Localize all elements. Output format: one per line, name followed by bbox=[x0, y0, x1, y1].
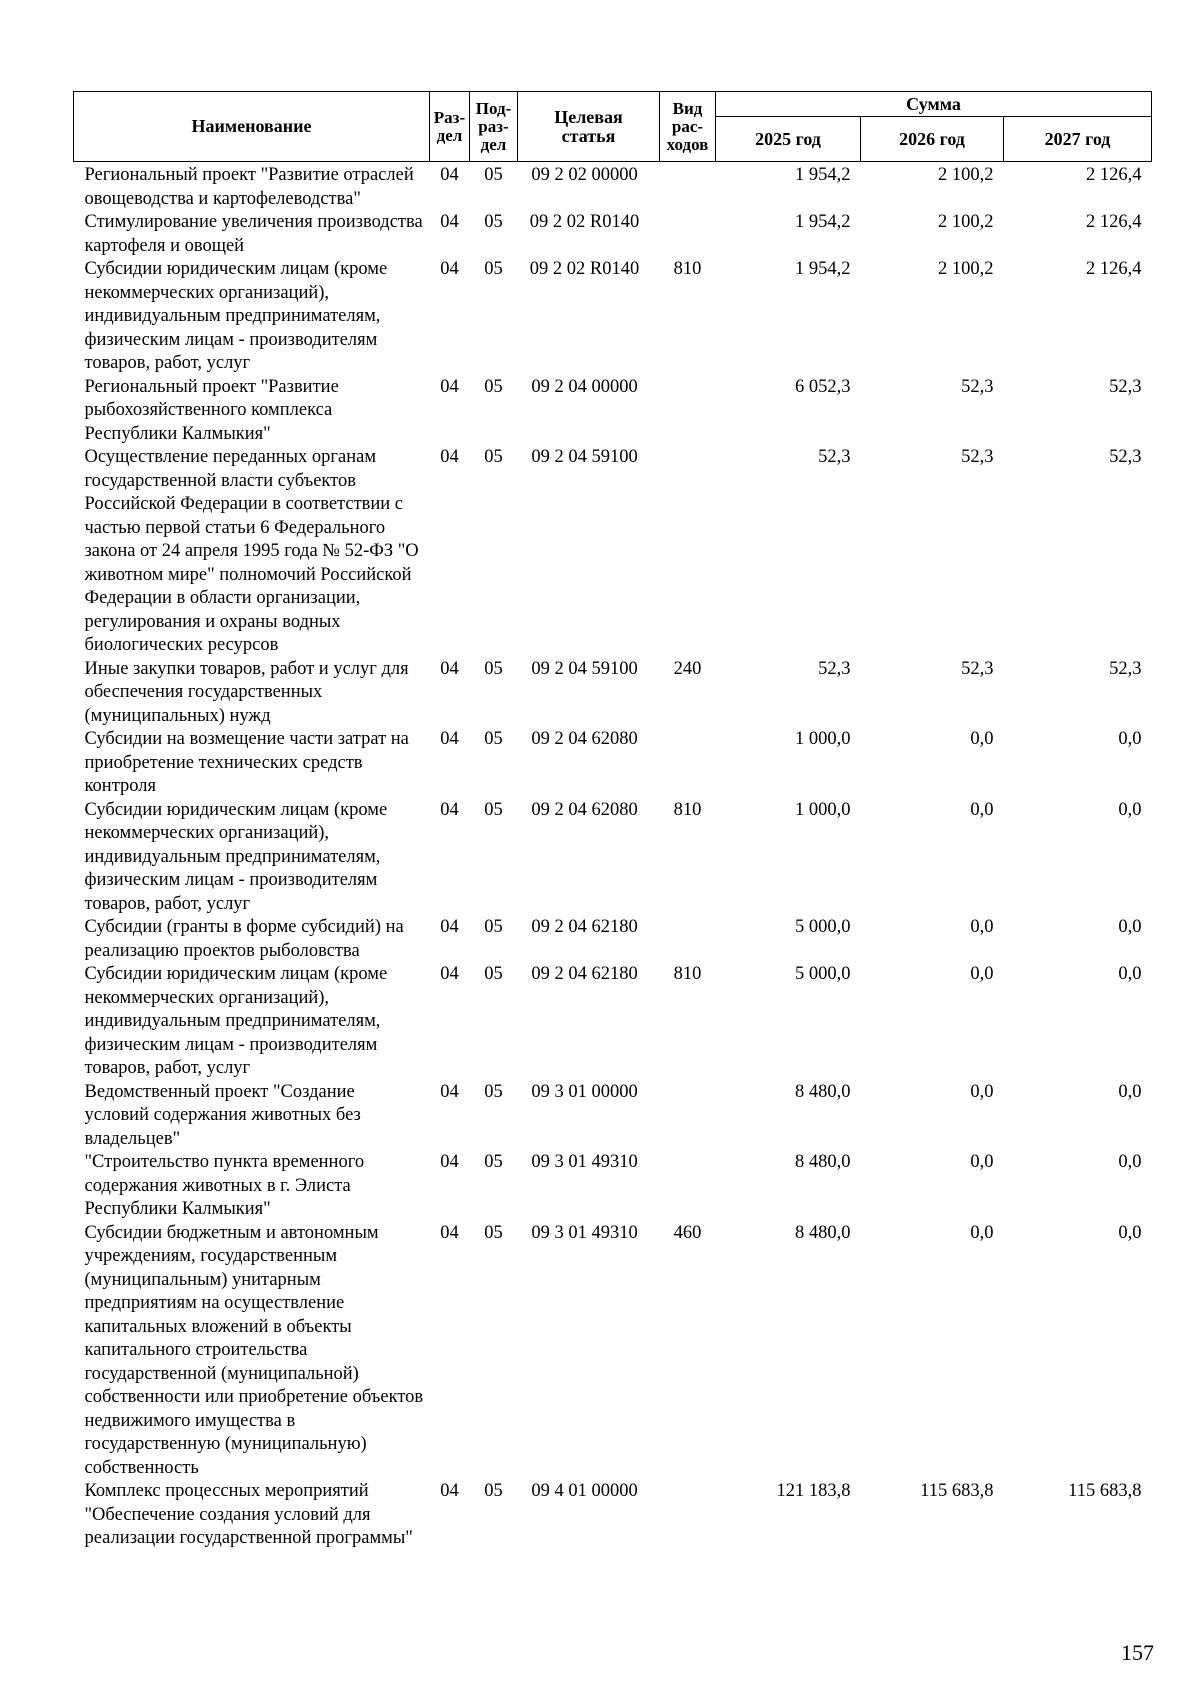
row-razdel: 04 bbox=[440, 658, 459, 679]
row-expense-type bbox=[660, 211, 716, 258]
row-razdel: 04 bbox=[440, 1222, 459, 1243]
header-name: Наименование bbox=[74, 92, 430, 162]
row-amount-2026: 0,0 bbox=[970, 1152, 994, 1172]
row-target-article: 09 2 02 R0140 bbox=[529, 212, 640, 232]
row-podrazdel: 05 bbox=[484, 376, 503, 397]
row-podrazdel: 05 bbox=[484, 165, 503, 185]
row-podrazdel: 05 bbox=[484, 447, 503, 467]
row-amount-2027: 0,0 bbox=[1118, 1081, 1142, 1102]
row-razdel: 04 bbox=[440, 212, 459, 232]
row-podrazdel: 05 bbox=[484, 964, 503, 984]
row-target-article: 09 2 04 00000 bbox=[531, 376, 638, 397]
row-expense-type bbox=[660, 728, 716, 799]
row-target-article: 09 4 01 00000 bbox=[531, 1481, 638, 1501]
row-razdel: 04 bbox=[440, 964, 459, 984]
row-razdel: 04 bbox=[440, 729, 459, 749]
row-razdel: 04 bbox=[440, 259, 459, 279]
row-amount-2027: 0,0 bbox=[1118, 1222, 1142, 1243]
header-year-2025: 2025 год bbox=[716, 117, 861, 162]
row-target-article: 09 2 04 59100 bbox=[531, 447, 638, 467]
row-amount-2027: 2 126,4 bbox=[1086, 165, 1142, 185]
row-amount-2025: 1 000,0 bbox=[795, 729, 851, 749]
row-amount-2026: 2 100,2 bbox=[938, 212, 994, 232]
table-row bbox=[74, 162, 1152, 212]
row-amount-2026: 0,0 bbox=[970, 964, 994, 984]
row-amount-2027: 52,3 bbox=[1109, 376, 1142, 397]
row-amount-2027: 0,0 bbox=[1118, 1152, 1142, 1172]
row-expense-type: 810 bbox=[673, 259, 702, 279]
row-amount-2027: 0,0 bbox=[1118, 917, 1142, 937]
table-body bbox=[74, 162, 1152, 1551]
row-razdel: 04 bbox=[440, 1481, 459, 1501]
row-amount-2026: 0,0 bbox=[970, 799, 994, 820]
row-podrazdel: 05 bbox=[484, 1222, 503, 1243]
row-podrazdel: 05 bbox=[484, 1081, 503, 1102]
row-expense-type bbox=[660, 376, 716, 447]
row-expense-type: 460 bbox=[673, 1222, 702, 1243]
row-amount-2026: 2 100,2 bbox=[938, 165, 994, 185]
row-razdel: 04 bbox=[440, 447, 459, 467]
table-row bbox=[74, 728, 1152, 799]
row-razdel: 04 bbox=[440, 917, 459, 937]
row-razdel: 04 bbox=[440, 1152, 459, 1172]
row-razdel: 04 bbox=[440, 165, 459, 185]
row-name: Ведомственный проект "Создание условий содержания животных без владельцев" bbox=[84, 1081, 361, 1149]
row-target-article: 09 2 04 62180 bbox=[531, 917, 638, 937]
row-podrazdel: 05 bbox=[484, 799, 503, 820]
row-podrazdel: 05 bbox=[484, 259, 503, 279]
header-year-2027: 2027 год bbox=[1004, 117, 1152, 162]
table-row bbox=[74, 1222, 1152, 1481]
table-row bbox=[74, 1480, 1152, 1551]
table-row bbox=[74, 658, 1152, 729]
row-name: Субсидии бюджетным и автономным учреждениям, государственным (муниципальным) унитарным предприятиям на осуществление капитальных вложений в объекты капитального строительства государственной (муниципальной) собственности или приобретение объектов недвижимого имущества в государственную (муниципальную) собственность bbox=[84, 1222, 424, 1478]
row-amount-2025: 52,3 bbox=[818, 447, 851, 467]
row-name: Субсидии юридическим лицам (кроме некоммерческих организаций), индивидуальным предпринимателям, физическим лицам - производителям товаров, работ, услуг bbox=[84, 799, 388, 914]
row-target-article: 09 2 02 R0140 bbox=[529, 259, 640, 279]
row-amount-2027: 0,0 bbox=[1118, 964, 1142, 984]
row-amount-2025: 1 954,2 bbox=[795, 259, 851, 279]
row-name: Субсидии на возмещение части затрат на приобретение технических средств контроля bbox=[84, 729, 409, 796]
row-podrazdel: 05 bbox=[484, 1481, 503, 1501]
row-amount-2026: 115 683,8 bbox=[920, 1481, 994, 1501]
row-amount-2025: 121 183,8 bbox=[776, 1481, 851, 1501]
header-summa: Сумма bbox=[716, 92, 1152, 117]
table-row bbox=[74, 963, 1152, 1081]
row-amount-2027: 2 126,4 bbox=[1086, 259, 1142, 279]
row-amount-2025: 1 000,0 bbox=[795, 799, 851, 820]
row-target-article: 09 2 04 62080 bbox=[531, 729, 638, 749]
row-razdel: 04 bbox=[440, 799, 459, 820]
row-podrazdel: 05 bbox=[484, 1152, 503, 1172]
row-target-article: 09 2 02 00000 bbox=[531, 165, 638, 185]
row-name: "Строительство пункта временного содержания животных в г. Элиста Республики Калмыкия" bbox=[84, 1152, 365, 1219]
row-amount-2026: 52,3 bbox=[961, 447, 994, 467]
row-name: Комплекс процессных мероприятий "Обеспечение создания условий для реализации государственной программы" bbox=[84, 1481, 413, 1548]
row-name: Стимулирование увеличения производства картофеля и овощей bbox=[84, 212, 423, 256]
row-expense-type bbox=[660, 162, 716, 212]
row-amount-2026: 2 100,2 bbox=[938, 259, 994, 279]
table-row bbox=[74, 1081, 1152, 1152]
row-razdel: 04 bbox=[440, 376, 459, 397]
table-row bbox=[74, 376, 1152, 447]
row-amount-2026: 0,0 bbox=[970, 729, 994, 749]
row-name: Иные закупки товаров, работ и услуг для обеспечения государственных (муниципальных) нужд bbox=[84, 658, 409, 726]
header-vid: Вид рас- ходов bbox=[660, 92, 716, 162]
row-name: Региональный проект "Развитие рыбохозяйственного комплекса Республики Калмыкия" bbox=[84, 376, 339, 444]
row-name: Субсидии юридическим лицам (кроме некоммерческих организаций), индивидуальным предпринимателям, физическим лицам - производителям товаров, работ, услуг bbox=[84, 964, 388, 1078]
header-year-2026: 2026 год bbox=[861, 117, 1004, 162]
row-expense-type bbox=[660, 1151, 716, 1222]
row-target-article: 09 2 04 59100 bbox=[531, 658, 638, 679]
row-amount-2025: 8 480,0 bbox=[795, 1081, 851, 1102]
row-amount-2025: 1 954,2 bbox=[795, 165, 851, 185]
row-podrazdel: 05 bbox=[484, 729, 503, 749]
row-amount-2025: 6 052,3 bbox=[795, 376, 851, 397]
row-expense-type bbox=[660, 1480, 716, 1551]
header-target: Целевая статья bbox=[518, 92, 660, 162]
row-amount-2025: 1 954,2 bbox=[795, 212, 851, 232]
row-target-article: 09 3 01 49310 bbox=[531, 1152, 638, 1172]
row-amount-2027: 0,0 bbox=[1118, 799, 1142, 820]
row-name: Региональный проект "Развитие отраслей овощеводства и картофелеводства" bbox=[84, 165, 414, 209]
row-podrazdel: 05 bbox=[484, 917, 503, 937]
row-amount-2025: 5 000,0 bbox=[795, 917, 851, 937]
table-row bbox=[74, 799, 1152, 917]
row-expense-type bbox=[660, 916, 716, 963]
table-row bbox=[74, 258, 1152, 376]
row-name: Осуществление переданных органам государственной власти субъектов Российской Федерации в соответствии с частью первой статьи 6 Федерального закона от 24 апреля 1995 года № 52-ФЗ "О животном мире" полномочий Российской Федерации в области организации, регулирования и охраны водных биологических ресурсов bbox=[84, 447, 419, 655]
row-amount-2025: 5 000,0 bbox=[795, 964, 851, 984]
header-razdel: Раз- дел bbox=[430, 92, 470, 162]
row-amount-2026: 52,3 bbox=[961, 658, 994, 679]
row-amount-2026: 52,3 bbox=[961, 376, 994, 397]
row-expense-type: 810 bbox=[673, 799, 702, 820]
row-amount-2027: 2 126,4 bbox=[1086, 212, 1142, 232]
row-amount-2025: 8 480,0 bbox=[795, 1152, 851, 1172]
row-amount-2026: 0,0 bbox=[970, 1222, 994, 1243]
table-row bbox=[74, 211, 1152, 258]
row-expense-type: 240 bbox=[673, 658, 702, 679]
table-row bbox=[74, 1151, 1152, 1222]
row-amount-2025: 52,3 bbox=[818, 658, 851, 679]
row-target-article: 09 2 04 62080 bbox=[531, 799, 638, 820]
document-page bbox=[73, 91, 1151, 1551]
budget-table bbox=[73, 91, 1152, 1551]
row-amount-2027: 115 683,8 bbox=[1068, 1481, 1142, 1501]
table-row bbox=[74, 916, 1152, 963]
row-amount-2025: 8 480,0 bbox=[795, 1222, 851, 1243]
row-amount-2026: 0,0 bbox=[970, 917, 994, 937]
row-amount-2027: 0,0 bbox=[1118, 729, 1142, 749]
row-amount-2026: 0,0 bbox=[970, 1081, 994, 1102]
row-target-article: 09 2 04 62180 bbox=[531, 964, 638, 984]
row-expense-type: 810 bbox=[673, 964, 702, 984]
row-expense-type bbox=[660, 1081, 716, 1152]
row-amount-2027: 52,3 bbox=[1109, 447, 1142, 467]
row-target-article: 09 3 01 00000 bbox=[531, 1081, 638, 1102]
page-number: 157 bbox=[1121, 1640, 1154, 1665]
row-podrazdel: 05 bbox=[484, 212, 503, 232]
row-name: Субсидии (гранты в форме субсидий) на реализацию проектов рыболовства bbox=[84, 917, 404, 961]
row-amount-2027: 52,3 bbox=[1109, 658, 1142, 679]
row-podrazdel: 05 bbox=[484, 658, 503, 679]
row-razdel: 04 bbox=[440, 1081, 459, 1102]
header-podrazdel: Под- раз- дел bbox=[470, 92, 518, 162]
row-name: Субсидии юридическим лицам (кроме некоммерческих организаций), индивидуальным предпринимателям, физическим лицам - производителям товаров, работ, услуг bbox=[84, 259, 388, 373]
table-header bbox=[74, 92, 1152, 162]
row-target-article: 09 3 01 49310 bbox=[531, 1222, 638, 1243]
row-expense-type bbox=[660, 446, 716, 658]
table-row bbox=[74, 446, 1152, 658]
